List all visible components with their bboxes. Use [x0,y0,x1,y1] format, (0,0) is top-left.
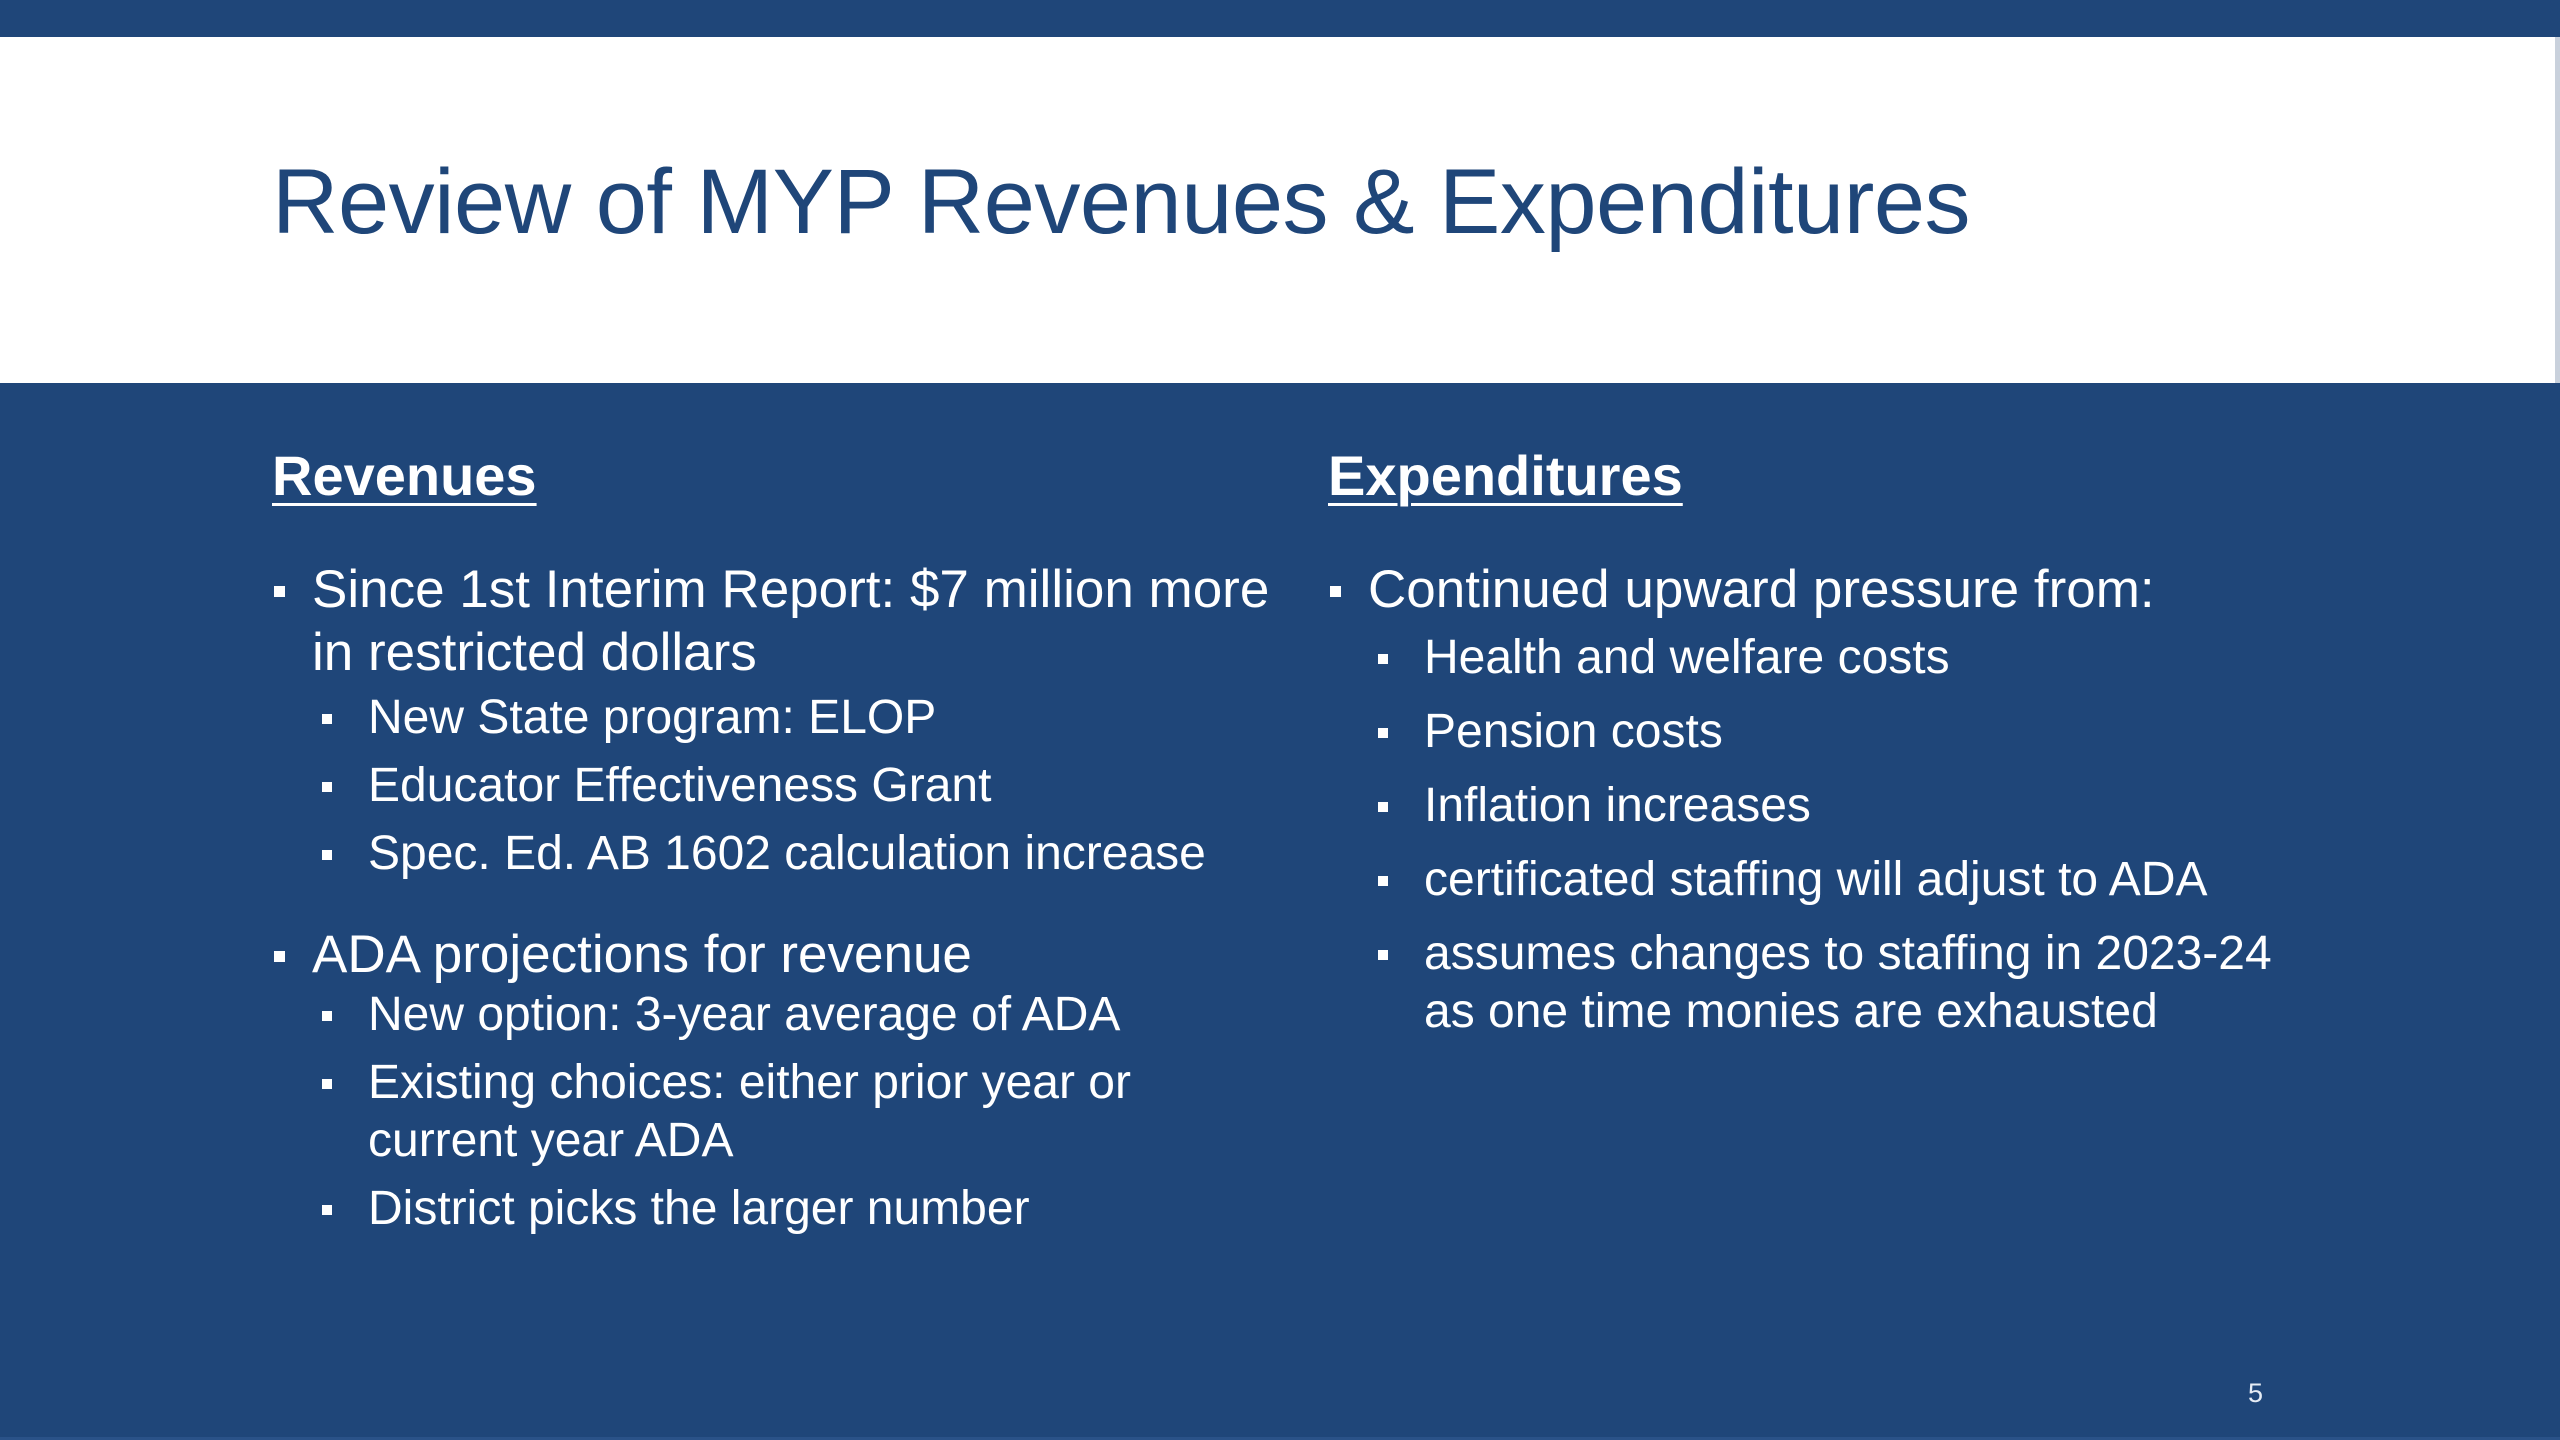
revenues-subpoint: New option: 3-year average of ADA [320,986,1272,1044]
revenues-subpoint: New State program: ELOP [320,689,1272,747]
revenues-point-1-subpoints [272,689,1272,883]
expenditures-list [1328,558,2328,621]
revenues-list-2 [272,923,1272,986]
revenues-column [272,440,1272,1238]
expenditures-subpoint: Inflation increases [1376,777,2328,835]
revenues-point-1: Since 1st Interim Report: $7 million more in restricted dollars [272,558,1272,684]
expenditures-column [1328,440,2328,1041]
revenues-subpoint: Existing choices: either prior year or current year ADA [320,1054,1168,1170]
expenditures-subpoint: certificated staffing will adjust to ADA [1376,851,2328,909]
expenditures-subpoint: Health and welfare costs [1376,629,2328,687]
expenditures-heading: Expenditures [1328,444,1683,507]
page-number: 5 [2248,1378,2264,1408]
expenditures-point-1: Continued upward pressure from: [1328,558,2328,621]
revenues-point-2: ADA projections for revenue [272,923,1272,986]
revenues-subpoint: Spec. Ed. AB 1602 calculation increase [320,825,1272,883]
revenues-list [272,558,1272,684]
revenues-subpoint: Educator Effectiveness Grant [320,757,1272,815]
expenditures-subpoint: assumes changes to staffing in 2023-24 as one time monies are exhausted [1376,925,2324,1041]
right-edge-line [2555,37,2560,383]
expenditures-point-1-subpoints [1328,629,2328,1041]
top-strip [0,0,2560,37]
revenues-subpoint: District picks the larger number [320,1180,1272,1238]
revenues-heading: Revenues [272,444,537,507]
slide-title: Review of MYP Revenues & Expenditures [272,151,1971,253]
revenues-point-2-subpoints [272,986,1272,1238]
expenditures-subpoint: Pension costs [1376,703,2328,761]
